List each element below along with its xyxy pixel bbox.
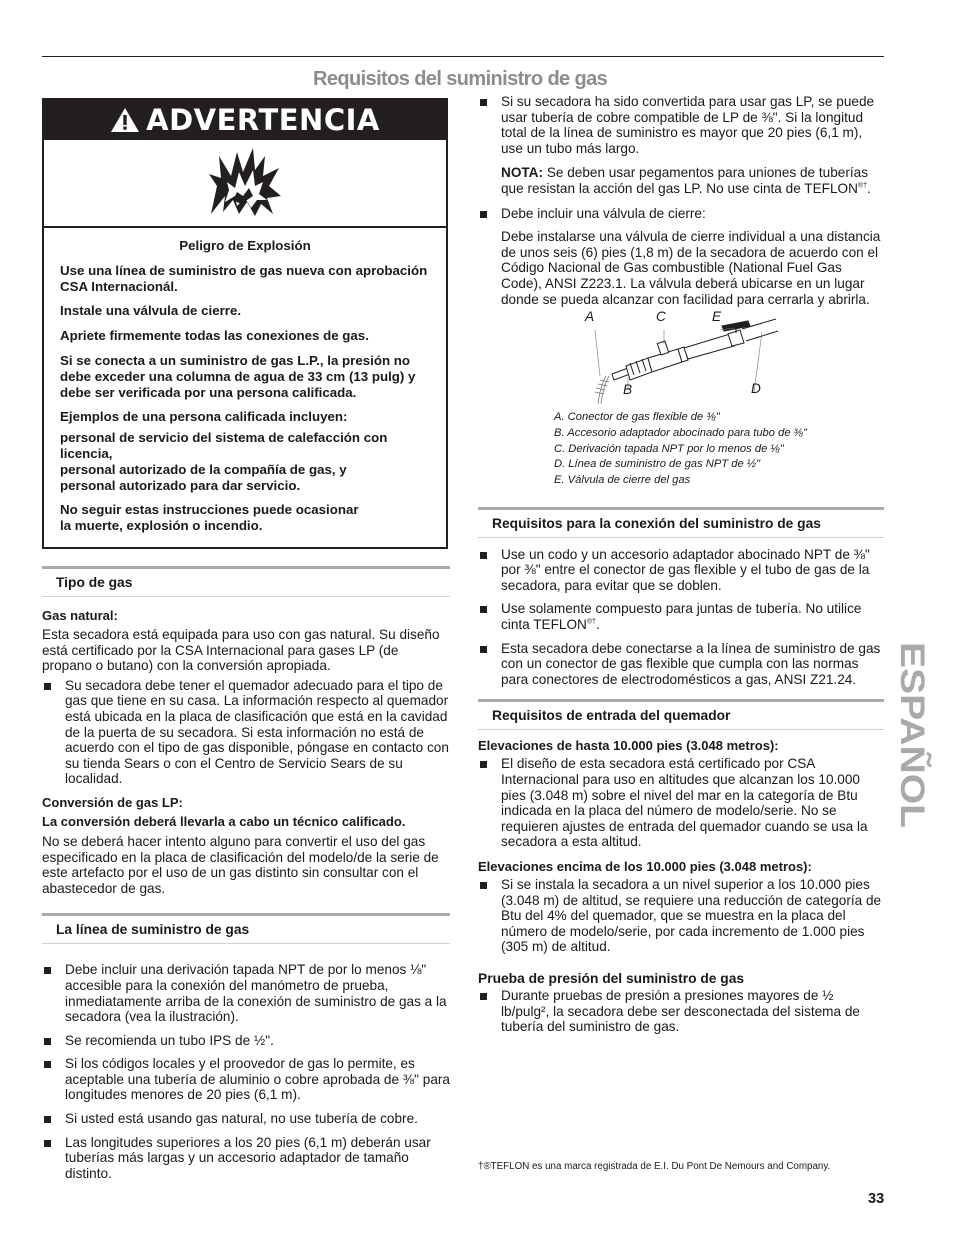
warning-line: Ejemplos de una persona calificada incluyen: — [60, 409, 348, 425]
bullet-list-lp — [478, 94, 884, 156]
list-item: Debe incluir una derivación tapada NPT de por lo menos ⅛" accesible para la conexión del manómetro de prueba, inmediatamente arriba de la conexión de suministro de gas a la secadora (vea la ilustración). — [42, 962, 450, 1024]
bullet-list-valve — [478, 206, 884, 222]
bullet-list-linea — [42, 962, 450, 1181]
warning-line: personal autorizado para dar servicio. — [60, 477, 301, 493]
subheading-elevaciones-hasta: Elevaciones de hasta 10.000 pies (3.048 metros): — [478, 738, 779, 754]
list-item: Use un codo y un accesorio adaptador abocinado NPT de ⅜" por ⅜" entre el conector de gas flexible y el tubo de gas de la secadora, para evitar que se doblen. — [478, 547, 884, 594]
list-item: Esta secadora debe conectarse a la línea de suministro de gas con un conector de gas flexible que cumpla con las normas para conectores de electrodomésticos a gas, ANSI Z21.24. — [478, 641, 884, 688]
flexible-connector — [595, 376, 609, 404]
warning-line: Apriete firmemente todas las conexiones de gas. — [60, 328, 369, 344]
paragraph-gas-natural: Esta secadora está equipada para uso con gas natural. Su diseño está certificado por la CSA Internacional para gases LP (de propano o butano) con la conversión apropiada. — [42, 627, 440, 674]
caption-item: A. Conector de gas flexible de ⅜" — [554, 411, 720, 424]
list-item: Las longitudes superiores a los 20 pies (6,1 m) deberán usar tuberías más largas y un accesorio adaptador de tamaño distinto. — [42, 1135, 450, 1182]
caption-item: B. Accesorio adaptador abocinado para tubo de ⅜" — [554, 426, 807, 439]
warning-title: Peligro de Explosión — [179, 238, 311, 253]
list-item: El diseño de esta secadora está certificado por CSA Internacional para uso en altitudes que alcanzan los 10.000 pies (3.048 m) sobre el nivel del mar en la categoría de Btu indicada en la placa del número de modelo/serie. No se requieren ajustes de entrada del quemador cuando se usa la secadora a esta altitud. — [478, 756, 884, 850]
diagram-label-b: B — [623, 382, 633, 398]
caption-item: E. Válvula de cierre del gas — [554, 473, 691, 486]
valve-paragraph: Debe instalarse una válvula de cierre individual a una distancia de unos seis (6) pies (1,8 m) de la secadora de acuerdo con el Código Nacional de Gas combustible (National Fuel Gas Code), ANSI Z223.1. La válvula deberá ubicarse en un lugar donde se pueda alcanzar con facilidad para cerrarla y abrirla. — [501, 229, 881, 307]
diagram-label-d: D — [751, 381, 761, 397]
warning-line: Instale una válvula de cierre. — [60, 303, 242, 319]
warning-line: personal autorizado de la compañía de gas, y — [60, 461, 347, 477]
warning-triangle-icon — [110, 107, 140, 133]
diagram-svg — [478, 312, 884, 412]
list-item: Su secadora debe tener el quemador adecuado para el tipo de gas que tiene en su casa. La información respecto al quemador está ubicada en la placa de clasificación que está en la cavidad de la puerta de su secadora. Si esta información no está de acuerdo con el tipo de gas disponible, póngase en contacto con su tienda Sears o con el Centro de Servicio Sears de su localidad. — [42, 678, 450, 787]
subheading-elevaciones-encima: Elevaciones encima de los 10.000 pies (3.048 metros): — [478, 858, 812, 874]
diagram-label-a: A — [585, 309, 595, 325]
warning-line: Use una línea de suministro de gas nueva con aprobación CSA Internacionál. — [60, 262, 428, 294]
warning-line: Si se conecta a un suministro de gas L.P., la presión no debe exceder una columna de agua de 33 cm (13 pulg) y debe ser verificada por una persona calificada. — [60, 352, 416, 400]
teflon-mark: ®† — [857, 182, 867, 190]
list-item: Use solamente compuesto para juntas de tubería. No utilice cinta TEFLON®†. — [478, 601, 884, 632]
diagram-label-c: C — [656, 309, 666, 325]
caption-item: C. Derivación tapada NPT por lo menos de ⅛" — [554, 442, 784, 455]
bullet-list-conexion — [478, 547, 884, 688]
warning-line: No seguir estas instrucciones puede ocasionar la muerte, explosión o incendio. — [60, 502, 359, 534]
list-item: Si se instala la secadora a un nivel superior a los 10.000 pies (3.048 m) de altitud, se requiere una reducción de categoría de Btu del 4% del quemador, que se muestra en la placa del número de modelo/serie, por cada incremento de 1.000 pies (305 m) de altitud. — [478, 877, 884, 955]
bullet-list-quemador-2 — [478, 877, 884, 955]
warning-body — [44, 228, 446, 534]
left-column — [42, 98, 450, 1181]
warning-graphic — [44, 140, 446, 228]
side-tab-label: ESPAÑOL — [893, 642, 931, 804]
bullet-list-prueba — [478, 988, 884, 1035]
teflon-mark: ®† — [586, 618, 596, 626]
warning-line: personal de servicio del sistema de calefacción con licencia, — [60, 430, 388, 461]
bullet-list-quemador-1 — [478, 756, 884, 850]
gas-connection-diagram — [478, 309, 884, 412]
list-item: Durante pruebas de presión a presiones mayores de ½ lb/pulg², la secadora debe ser desconectada del sistema de tubería del suministro de gas. — [478, 988, 884, 1035]
nota-text: Se deben usar pegamentos para uniones de tuberías que resistan la acción del gas LP. No use cinta de TEFLON — [501, 165, 869, 196]
list-item: Debe incluir una válvula de cierre: — [478, 206, 884, 222]
paragraph-conversion-lp: No se deberá hacer intento alguno para convertir el uso del gas especificado en la placa de clasificación del modelo/de la serie de este artefacto por el uso de un gas distinto sin consultar con el abastecedor de gas. — [42, 833, 439, 896]
section-heading-conexion: Requisitos para la conexión del suministro de gas — [478, 507, 884, 538]
subheading-gas-natural: Gas natural: — [42, 608, 118, 623]
list-item: Si su secadora ha sido convertida para usar gas LP, se puede usar tubería de cobre compatible de LP de ⅜". Si la longitud total de la línea de suministro es mayor que 20 pies (6,1 m), use un tubo más largo. — [478, 94, 884, 156]
warning-word: ADVERTENCIA — [146, 103, 380, 137]
right-column — [478, 94, 884, 1035]
footnote: †®TEFLON es una marca registrada de E.I. Du Pont De Nemours and Company. — [478, 1161, 831, 1172]
subheading-prueba: Prueba de presión del suministro de gas — [478, 970, 745, 986]
pipe-assembly — [612, 319, 778, 380]
diagram-label-e: E — [712, 309, 722, 325]
explosion-icon — [207, 146, 283, 218]
diagram-caption-list — [478, 410, 884, 489]
side-tab-espanol — [893, 640, 931, 830]
nota-paragraph: NOTA: Se deben usar pegamentos para uniones de tuberías que resistan la acción del gas LP. No use cinta de TEFLON®†. — [501, 165, 871, 196]
list-item-text: Use solamente compuesto para juntas de tubería. No utilice cinta TEFLON — [501, 601, 862, 633]
caption-item: D. Línea de suministro de gas NPT de ½" — [554, 458, 761, 471]
nota-label: NOTA: — [501, 165, 544, 181]
subheading-conversion-lp: Conversión de gas LP: — [42, 794, 183, 810]
page-number: 33 — [868, 1191, 885, 1207]
list-item: Si los códigos locales y el proovedor de gas lo permite, es aceptable una tubería de aluminio o cobre aprobada de ⅜" para longitudes menores de 20 pies (6,1 m). — [42, 1056, 450, 1103]
list-item: Si usted está usando gas natural, no use tubería de cobre. — [42, 1111, 450, 1127]
bullet-list-tipo-gas — [42, 678, 450, 787]
list-item: Se recomienda un tubo IPS de ½". — [42, 1033, 450, 1049]
conversion-lp-bold: La conversión deberá llevarla a cabo un técnico calificado. — [42, 813, 406, 829]
section-heading-quemador: Requisitos de entrada del quemador — [478, 699, 884, 730]
section-heading-linea: La línea de suministro de gas — [42, 913, 450, 944]
page-title: Requisitos del suministro de gas — [313, 68, 608, 90]
top-rule — [42, 56, 884, 57]
warning-header — [44, 100, 446, 140]
warning-box — [42, 98, 448, 549]
section-heading-tipo-gas: Tipo de gas — [42, 566, 450, 597]
